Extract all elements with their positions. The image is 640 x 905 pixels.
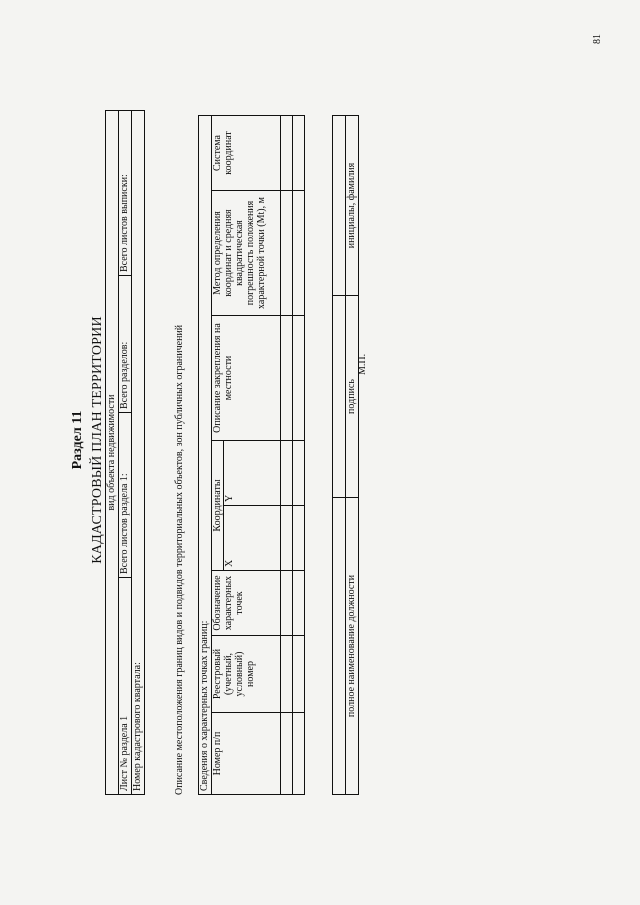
position-label: полное наименование должности xyxy=(346,498,359,795)
sheet-no-cell: Лист № раздела 1 xyxy=(119,578,132,795)
col-coords-header: Координаты xyxy=(212,441,224,571)
col-num-header: Номер п/п xyxy=(212,713,281,795)
col-method-header: Метод определения координат и средняя квадратическая погрешность положения характерной точки (Mt), м xyxy=(212,191,281,316)
plan-title: КАДАСТРОВЫЙ ПЛАН ТЕРРИТОРИИ xyxy=(90,316,105,564)
col-system-header: Система координат xyxy=(212,116,281,191)
col-fixing-header: Описание закрепления на местности xyxy=(212,316,281,441)
sheets-in-section-cell: Всего листов раздела 1: xyxy=(119,413,132,578)
signature-table xyxy=(332,115,359,795)
table-row xyxy=(293,116,305,795)
block-number-cell: Номер кадастрового квартала: xyxy=(132,111,145,795)
points-table xyxy=(198,115,305,795)
stamp-label: М.П. xyxy=(357,353,368,375)
header-table xyxy=(105,110,145,795)
rotated-form xyxy=(60,80,560,800)
sheets-total-cell: Всего листов выписки: xyxy=(119,111,132,276)
sections-total-cell: Всего разделов: xyxy=(119,276,132,413)
name-label: инициалы, фамилия xyxy=(346,116,359,296)
object-type-cell: вид объекта недвижимости xyxy=(106,111,119,795)
table-row xyxy=(281,116,293,795)
points-caption: Сведения о характерных точках границ: xyxy=(199,116,212,795)
col-designation-header: Обозначение характерных точек xyxy=(212,571,281,636)
col-y-header: Y xyxy=(224,441,281,506)
description-text: Описание местоположения границ видов и подвидов территориальных объектов, зон публичных ограничений xyxy=(174,324,185,795)
signature-label: подпись xyxy=(346,296,359,498)
page-number: 81 xyxy=(592,34,603,44)
col-reg-header: Реестровый (учетный, условный) номер xyxy=(212,636,281,713)
col-x-header: X xyxy=(224,506,281,571)
section-title: Раздел 11 xyxy=(70,410,85,470)
